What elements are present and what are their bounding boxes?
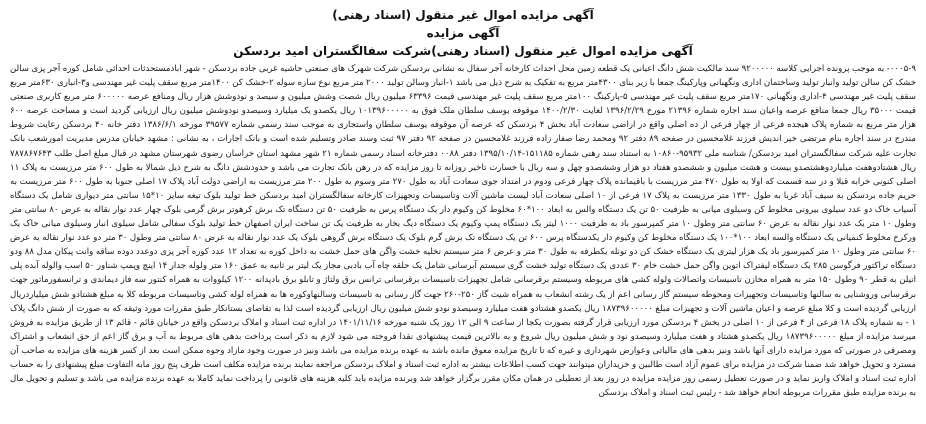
notice-subtitle: آگهی مزایده bbox=[426, 26, 500, 40]
notice-company-title: آگهی مزایده اموال غیر منقول (اسناد رهنی)شرکت سفالگستران امید بردسکن bbox=[233, 44, 693, 58]
notice-header bbox=[10, 6, 916, 60]
notice-title: آگهی مزایده اموال غیر منقول (اسناد رهنی) bbox=[332, 8, 594, 22]
notice-body: ۰۰۰۵-۹- به موجب پرونده اجرایی کلاسه ۹۲۰۰۰۰۰ سند مالکیت شش دانگ اعیانی یک قطعه زمین محل احداث کارخانه آجر سفال به نشانی بردسکن شرکت شهرک های صنعتی حاشیه غربی جاده بردسکن - شهر ابادمستحدثات احداثی شامل کوره آجر پزی سالن خشک کن سالن تولید وانبار تولید وساختمان اداری ونگهبانی وپارکینگ جمعا با زیر بنای ۴۳۰۰متر مربع به تفکیک به شرح ذیل می باشد ۱-انبار وسالن تولید ۲۰۰۰ متر مربع نوع سازه سوله ۲-خشک کن ۱۴۰۰متر مربع سقف پلیت غیر مهندسی و۳-انباری ۶۳۰متر مربع سقف پلیت غیر مهندسی ۴-اداری ونگهبانی ۱۷۰متر مربع سقف پلیت غیر مهندسی ۵-پارکینگ ۱۰۰متر مربع سقف پلیت غیر مهندسی قیمت ۶۳۳۹۶ میلیون ریال شصت وشش میلیون و سیصد و نودوشش هزار ریال ومنافع عرصه ۶۰۰۰۰۰ متر مربع کاربری صنعتی قیمت ۳۵۰۰۰ ریال جمعا منافع عرصه واعیان سند اجاره شماره ۲۱۳۹۶ مورخ ۱۳۹۶/۲/۲۹ لغایت ۱۴۰۰/۲/۳۰ موقوفه یوسف سلطان ملک فوق به ۱۰۱۳۹۶۰۰۰۰۰ ریال یکصدو یک میلیارد وسیصدو نودوشش میلیون ریال ارزیابی گردید است و مساحت عرصه ۶۰۰ هزار متر مربع به شماره پلاک هیجده فرعی از چهار فرعی از ده اصلی واقع در اراضی سعادت آباد بخش ۴ بردسکن که عرصه آن موقوفه یوسف سلطان واستجاری به موجب سند رسمی شماره ۳۹۵۷۷ مورخه ۱۳۸۶/۶/۱ دفتر خانه ۴۰ بردسکن رعایت شروط مندرج در سند اجاره بنام مرتضی خیر اندیش فرزند غلامحسین در صفحه ۸۹ دفتر ۹۲ ومحمد رضا صفار زاده فرزند غلامحسین در صفحه ۹۲ دفتر ۹۷ ثبت وسند صادر وتسلیم شده است و بانک اجارات ، به نشانی : مشهد خیابان مدرس مدیریت امورشعب بانک تجارت علیه شرکت سفالگستران امید بردسکن/ شناسه ملی ۹۵۹۳۲-۱۰۸۶۰ به استناد سند رهنی شماره ۱۵۱۱۸۵-۱۳۹۵/۱۰/۱۴ دفتر ۰۰۸۸ دفترخانه اسناد رسمی شماره ۲۱ شهر مشهد استان خراسان رضوی شهرستان مشهد در قبال مبلغ اصل طلب ۷۸۷۸۶۷۶۴۳ ریال هشتادوهفت میلیاردوهشتصدو بیست و هشت میلیون و ششصدو هفتاد دو هزار وششصدو چهل و سه ریال با خسارت تاخیر روزانه تا روز مزایده که در رهن بانک تجارت می باشد و حدودشش دانگ به شرح ذیل شمالا به طول ۶۰۰ متر مرزیست به پلاک ۱۱ اصلی کنونی خرابه قبلا و در سه قسمت که اولا به طول ۴۷۰ متر مرزیست با باقیمانده پلاک چهار فرعی ودوم در امتداد جوی سعادت آباد به طول ۲۷۰ متر وسوم به طول ۲۰۰ متر مرزیست به اراضی دولت آباد پلاک ۱۷ اصلی جنوبا به طول ۶۰۰ متر مرزیست به حریم جاده بردسکن به سیف آباد غربا به طول ۱۳۳۰ متر مرزیست به پلاک ۱۷ فرعی از ۱۰ اصلی سعادت آباد لیست ماشین آلات وتاسیسات وتجهیزات کارخانه سفالگستران امید بردسکن خط تولید بلوک تیغه سایز ۱۰*۱۵ سانتی متر دیواری شامل یک دستگاه آسیاب خاک دو عدد سیلوی بیرونی مخلوط کن وسیلوی میانی به ظرفیت ۵۰ تن یک دستگاه والس به ابعاد ۱۰۰*۶۰ مخلوط کن وکیوم دار یک دستگاه پرس به ظرفیت ۵۰ تن دستگاه تک برش کرهوتر برش گرمی بلوک چهار عدد نوار نقاله به عرض ۸۰ سانتی متر وطول ۱۰ متر یک عدد نوار نقاله به عرض ۶۰ سانتی متر وطول ۱۰ متر کمپرسور باد به ظرفیت ۱۰۰۰ لیتر یک دستگاه پمپ وکیوم یک دستگاه دیگ بخار به ظرفیت یک تن ساخت ایران اصفهان خط تولید بلوک سفالی شامل سیلوی انبار وسیلوی میانی خاک یک ورکرخ مخلوط کنمیانی یک دستگاه والسه ابعاد ۱۰۰*۱۰۰ یک دستگاه مخلوط کن وکیوم دار یکدستگاه پرس ۶۰۰ تن یک دستگاه تک برش گرم بلوک یک دستگاه برش گروهی بلوک یک عدد نوار نقاله به عرض ۸۰ سانتی متر وطول ۳۰ متر دو عدد نوار نقاله به عرض ۶۰ سانتی متر وطول ۱۰ متر کمپرسور باد یک هزار لیتری یک دستگاه خشک کن دو تونله یکطرفه به طول ۳۰ متر و عرض ۶ متر سیستم تخلیه خشت واگن های حمل خشت به داخل کوره به تعداد ۱۲ عدد کوره آجر پزی دوعدد دوده ساقه وانت پیکان مدل ۸۸ ودو دستگاه تراکتور فرگوسن ۲۸۵ یک دستگاه لیفتراک اتوین واگن حمل خشت خام ۳۰ عددی یک دستگاه تولید خشت گری سیستم آبرسانی شامل یک حلقه چاه آب بادبی مجاز یک لیتر بر ثانیه به عمق ۱۶۰ متر ولوله جدار ۱۴ اینچ وپمپ شناور ۵۰ اسب والوله آبده پلی اتیلن به قطر ۹۰ وطول ۱۵۰ متر به همراه مخازن تاسیسات واتصالات ولوله کشی های مربوطه وسیستم برقرسانی شامل تجهیزات تاسیسات برقرسانی ترانس برق ولتاژ و تابلو برق بادپدانه ۱۲۰۰ کیلووات به همراه کنتور سه فاز دیماندی و ترانسفورماتور جهت برقرسانی وروشنایی به سالنها وتاسیسات وتجهیزات ومحوطه سیستم گاز رسانی اعم از یک رشته انشعاب به همراه شیت گاز ۲۵۰-۲۶۰ جهت گاز رسانی به تاسیسات وسالنهاوکوره ها به همراه لوله کشی وتاسیسات مربوطه کلا به مبلغ هشتادو شش میلیاردریال ارزیابی گردیده است و کلا مبلغ عرصه و اعیان ماشین آلات و تجهیزات مبلغ ۱۸۷۳۹۶۰۰۰۰۰ ریال یکصدو هشتادو هفت میلیارد وسیصدو نودو شش میلیون ریال ارزیابی گردیده است لذا به تقاضای بستانکار طبق مقررات مورد وثیقه که به صورت از شش دانگ پلاک ۱ - به شماره پلاک ۱۸ فرعی از ۴ فرعی از ۱۰ اصلی در بخش ۴ بردسکن مورد ارزیابی قرار گرفته بصورت یکجا از ساعت ۹ الی ۱۲ روز یک شنبه مورخه ۱۴۰۱/۱۱/۱۶ در اداره ثبت اسناد و املاک بردسکن واقع در خیابان قائم - قائم ۱۳ از طریق مزایده به فروش میرسد مزایده از مبلغ ۱۸۷۳۹۶۰۰۰۰۰ ریال یکصدو هشتاد و هفت میلیارد وسیصدو نود و شش میلیون ریال شروع و به بالاترین قیمت پیشنهادی نقدا فروخته می شود لازم به ذکر است پرداخت بدهی های مربوط به آب و برق گاز اعم از حق انشعاب و اشتراک ومصرفی در صورتی که مورد مزایده دارای آنها باشد ونیز بدهی های مالیاتی وعوارض شهرداری و غیره که تا تاریخ مزایده معوق مانده باشد به عهده برنده مزایده می باشد ونیز در صورت وجود مازاد وجوه ممکن است بعد از کسر هزینه های مزایده به صاحب آن مسترد و تحویل خواهد شد ضمنا شرکت در مزایده برای عموم آزاد است طالبین و خریداران میتوانند جهت کسب اطلاعات بیشتر به اداره ثبت اسناد و املاک بردسکن مراجعه نمایند برنده مزایده مکلف است ظرف پنج روز مابه التفاوت مبلغ پیشنهادی را به حساب اداره ثبت اسناد و املاک واریز نماید و در صورت تعطیل رسمی روز مزایده مزایده در روز بعد از تعطیلی در همان مکان مقرر برگزار خواهد شد وبرنده مزایده باید کلیه هزینه های قانونی را پرداخت نماید کاملا به عهده برنده مزایده می باشد و تسلیم و تحویل مال به برنده مزایده طبق مقررات مربوطه انجام خواهد شد - رئیس ثبت اسناد و املاک بردسکن bbox=[10, 64, 917, 399]
